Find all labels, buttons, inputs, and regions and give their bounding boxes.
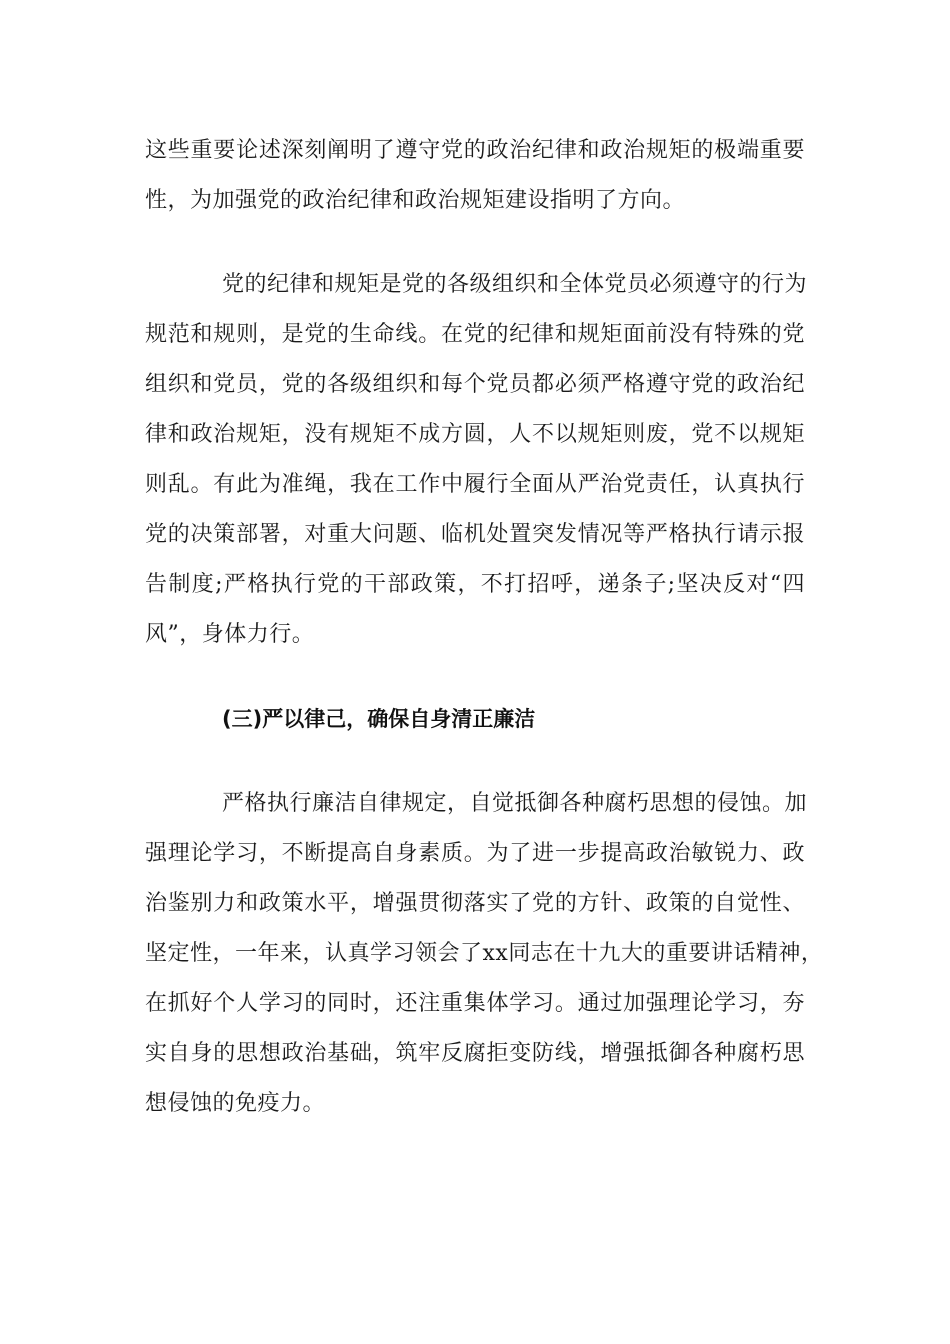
- paragraph-3-line-4: 坚定性，一年来，认真学习领会了xx同志在十九大的重要讲话精神，: [145, 941, 824, 966]
- paragraph-1-line-1: 这些重要论述深刻阐明了遵守党的政治纪律和政治规矩的极端重要: [145, 138, 805, 163]
- paragraph-3-line-6: 实自身的思想政治基础，筑牢反腐拒变防线，增强抵御各种腐朽思: [145, 1041, 805, 1066]
- paragraph-2-line-4: 律和政治规矩，没有规矩不成方圆，人不以规矩则废，党不以规矩: [145, 422, 805, 447]
- paragraph-2-line-7: 告制度;严格执行党的干部政策，不打招呼，递条子;坚决反对“四: [145, 572, 805, 597]
- paragraph-2-line-1: 党的纪律和规矩是党的各级组织和全体党员必须遵守的行为: [222, 272, 808, 297]
- paragraph-3-line-2: 强理论学习，不断提高自身素质。为了进一步提高政治敏锐力、政: [145, 841, 805, 866]
- paragraph-3-line-3: 治鉴别力和政策水平，增强贯彻落实了党的方针、政策的自觉性、: [145, 891, 805, 916]
- paragraph-3-line-7: 想侵蚀的免疫力。: [145, 1091, 326, 1116]
- paragraph-2-line-6: 党的决策部署，对重大问题、临机处置突发情况等严格执行请示报: [145, 522, 805, 547]
- paragraph-2-line-2: 规范和规则，是党的生命线。在党的纪律和规矩面前没有特殊的党: [145, 322, 805, 347]
- paragraph-3-line-5: 在抓好个人学习的同时，还注重集体学习。通过加强理论学习，夯: [145, 991, 805, 1016]
- paragraph-2-line-8: 风”，身体力行。: [145, 622, 315, 647]
- paragraph-2-line-5: 则乱。有此为准绳，我在工作中履行全面从严治党责任，认真执行: [145, 472, 805, 497]
- paragraph-2-line-3: 组织和党员，党的各级组织和每个党员都必须严格遵守党的政治纪: [145, 372, 805, 397]
- paragraph-1-line-2: 性，为加强党的政治纪律和政治规矩建设指明了方向。: [145, 188, 686, 213]
- section-heading: (三)严以律己，确保自身清正廉洁: [222, 707, 536, 731]
- paragraph-3-line-1: 严格执行廉洁自律规定，自觉抵御各种腐朽思想的侵蚀。加: [222, 791, 808, 816]
